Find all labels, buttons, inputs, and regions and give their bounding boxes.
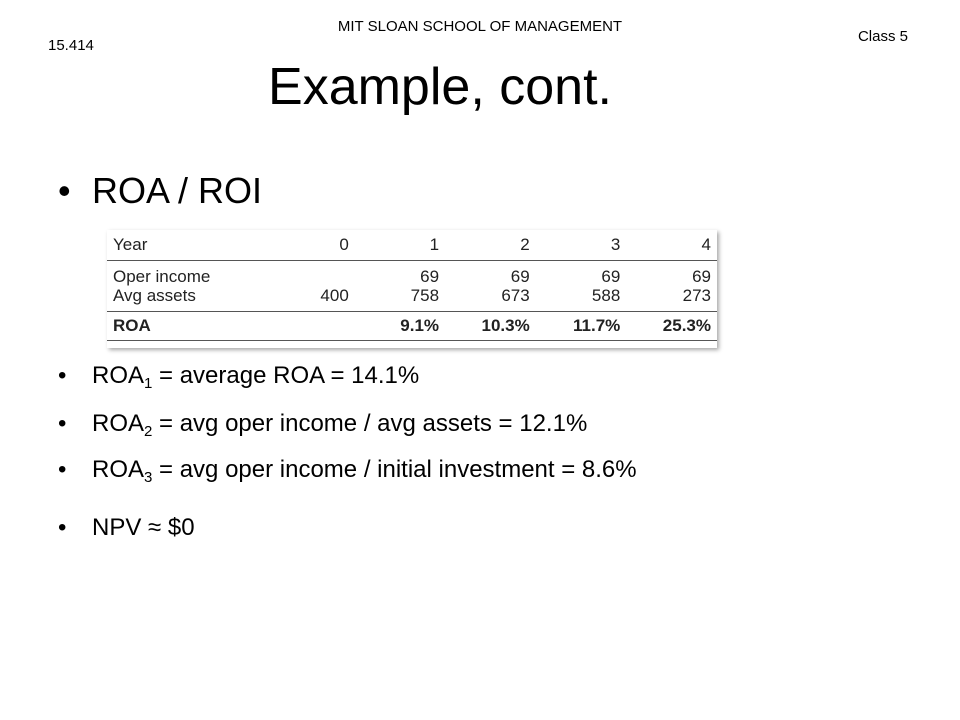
bullet-dot: • — [58, 170, 71, 211]
bullet-roa2-text: $ROA_2$ = avg oper income / avg assets = 12.1% — [92, 410, 588, 440]
bullet-dot: • — [58, 514, 67, 541]
school-name: MIT SLOAN SCHOOL OF MANAGEMENT — [337, 18, 623, 35]
bullet-roa3 — [58, 456, 637, 484]
bullet-roa2 — [58, 410, 587, 438]
table-cell: 758 — [410, 286, 440, 305]
course-number: 15.414 — [48, 37, 94, 54]
table-header-cell: 1 — [355, 230, 445, 261]
bullet-roa3-text: $ROA_3$ = avg oper income / initial investment = 8.6% — [92, 456, 637, 486]
table-roa-row — [107, 312, 717, 341]
bullet-dot: • — [58, 410, 67, 437]
table-cell: 69 — [692, 267, 711, 286]
bullet-roa1-text: $ROA_1$ = average ROA = 14.1% — [92, 362, 420, 392]
table-row — [107, 286, 717, 305]
bullet-dot: • — [58, 456, 67, 483]
table-header-cell: 0 — [265, 230, 355, 261]
table-cell: 400 — [320, 286, 349, 305]
bullet-main — [58, 170, 262, 212]
bullet-roa1 — [58, 362, 419, 390]
table-header-cell: 2 — [445, 230, 536, 261]
table-cell: 69 — [420, 267, 440, 286]
table-cell: 10.3% — [445, 312, 536, 341]
table-cell: 273 — [682, 286, 711, 305]
table-cell: 11.7% — [536, 312, 627, 341]
table-cell: Oper income — [113, 267, 211, 286]
bullet-dot: • — [58, 362, 67, 389]
table-cell: ROA — [107, 312, 265, 341]
table-header-cell: 3 — [536, 230, 627, 261]
slide-title: Example, cont. — [268, 58, 612, 116]
table-header-cell: Year — [107, 230, 265, 261]
table-cell — [265, 312, 355, 341]
table-header-cell: 4 — [626, 230, 717, 261]
bullet-main-text: ROA / ROI — [92, 170, 263, 211]
bullet-npv — [58, 514, 195, 542]
table-cell: 69 — [510, 267, 530, 286]
table-cell: 25.3% — [626, 312, 717, 341]
table-cell: 69 — [601, 267, 621, 286]
table-cell: 588 — [591, 286, 621, 305]
table-header-row — [107, 230, 717, 261]
class-label: Class 5 — [857, 28, 908, 45]
roa-table — [107, 230, 717, 348]
table-cell — [265, 267, 355, 286]
roa-data-table — [107, 230, 717, 341]
table-cell: 673 — [501, 286, 530, 305]
table-cell: Avg assets — [113, 286, 196, 305]
table-row — [107, 267, 717, 286]
table-cell: 9.1% — [355, 312, 445, 341]
bullet-npv-text: NPV ≈ $0 — [92, 514, 195, 541]
